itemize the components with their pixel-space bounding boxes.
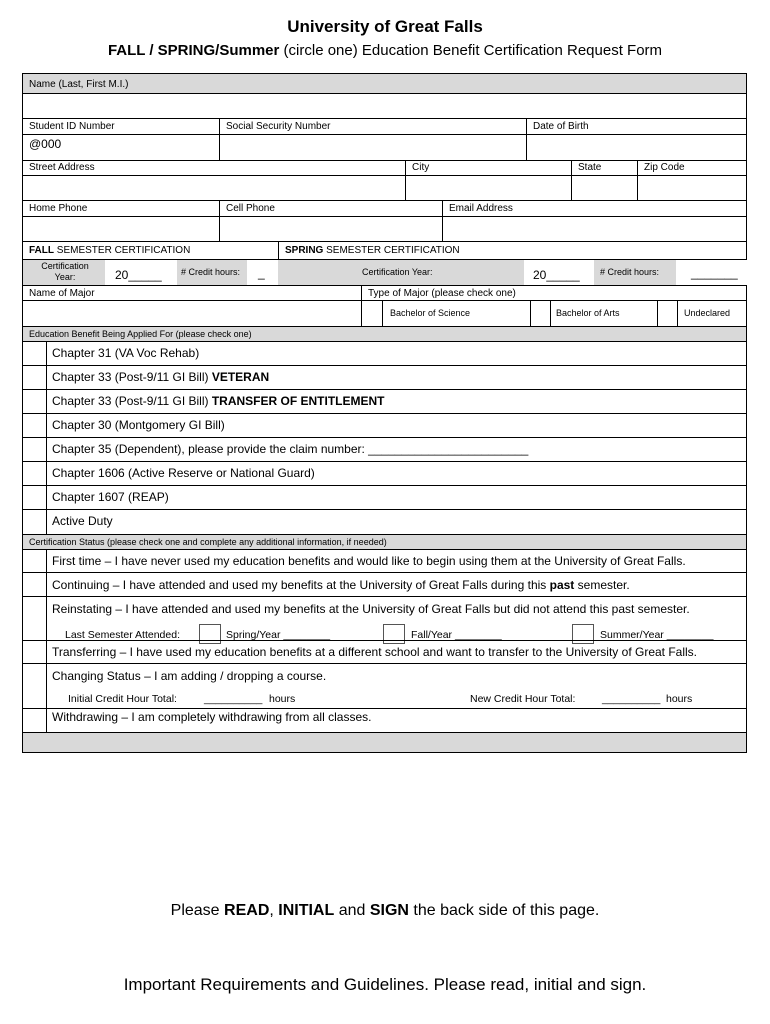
continuing-option: Continuing – I have attended and used my benefits at the University of Great Falls during this past semester. bbox=[52, 578, 630, 592]
ch31-checkbox[interactable] bbox=[23, 342, 46, 365]
zip-field[interactable] bbox=[638, 175, 747, 200]
active-duty-option: Active Duty bbox=[52, 514, 113, 528]
dob-field[interactable] bbox=[527, 134, 747, 160]
home-phone-field[interactable] bbox=[23, 216, 219, 241]
major-type-label: Type of Major (please check one) bbox=[368, 288, 516, 299]
new-hours-unit: hours bbox=[666, 693, 693, 705]
withdrawing-checkbox[interactable] bbox=[23, 709, 46, 732]
ch35-checkbox[interactable] bbox=[23, 438, 46, 461]
ch33-veteran-checkbox[interactable] bbox=[23, 366, 46, 389]
new-credit-label: New Credit Hour Total: bbox=[470, 693, 576, 705]
cell-phone-label: Cell Phone bbox=[226, 203, 275, 214]
first-time-option: First time – I have never used my education benefits and would like to begin using them at the University of Great Falls. bbox=[52, 554, 686, 568]
name-label: Name (Last, First M.I.) bbox=[29, 79, 129, 90]
transferring-checkbox[interactable] bbox=[23, 641, 46, 663]
email-field[interactable] bbox=[443, 216, 747, 241]
ch31-option: Chapter 31 (VA Voc Rehab) bbox=[52, 346, 200, 360]
certification-form bbox=[22, 73, 747, 753]
ch1607-checkbox[interactable] bbox=[23, 486, 46, 509]
active-duty-checkbox[interactable] bbox=[23, 510, 46, 533]
undeclared-option: Undeclared bbox=[684, 308, 731, 318]
form-bottom-bar bbox=[23, 733, 746, 752]
fall-credit-hours-value: _ bbox=[258, 266, 265, 280]
continuing-checkbox[interactable] bbox=[23, 573, 46, 596]
form-title: University of Great Falls bbox=[287, 17, 483, 36]
ch33-transfer-option: Chapter 33 (Post-9/11 GI Bill) TRANSFER OF ENTITLEMENT bbox=[52, 394, 385, 408]
spring-year-checkbox[interactable] bbox=[199, 624, 221, 644]
name-label-bar bbox=[23, 74, 746, 93]
withdrawing-option: Withdrawing – I am completely withdrawing from all classes. bbox=[52, 710, 372, 724]
major-name-field[interactable] bbox=[23, 300, 361, 326]
initial-hours-unit: hours bbox=[269, 693, 296, 705]
fall-year-value: 20_____ bbox=[115, 268, 162, 282]
email-label: Email Address bbox=[449, 203, 513, 214]
undeclared-checkbox[interactable] bbox=[659, 302, 677, 324]
requirements-heading: Important Requirements and Guidelines. Please read, initial and sign. bbox=[123, 975, 647, 994]
spring-year-option: Spring/Year ________ bbox=[226, 629, 331, 641]
ch1606-option: Chapter 1606 (Active Reserve or National Guard) bbox=[52, 466, 315, 480]
changing-status-checkbox[interactable] bbox=[23, 664, 46, 708]
street-field[interactable] bbox=[23, 175, 405, 200]
term-options: FALL / SPRING/Summer bbox=[107, 42, 280, 59]
subtitle-text: (circle one) Education Benefit Certification Request Form bbox=[279, 42, 663, 59]
transferring-option: Transferring – I have used my education benefits at a different school and want to transfer to the University of Great Falls. bbox=[52, 645, 697, 659]
changing-status-option: Changing Status – I am adding / dropping a course. bbox=[52, 669, 327, 683]
last-semester-label: Last Semester Attended: bbox=[65, 629, 180, 641]
reinstating-checkbox[interactable] bbox=[23, 597, 46, 639]
bachelor-arts-checkbox[interactable] bbox=[532, 302, 550, 324]
city-field[interactable] bbox=[406, 175, 571, 200]
student-id-label: Student ID Number bbox=[29, 121, 115, 132]
ch1606-checkbox[interactable] bbox=[23, 462, 46, 485]
spring-year-value: 20_____ bbox=[533, 268, 580, 282]
ssn-label: Social Security Number bbox=[226, 121, 331, 132]
reinstating-option: Reinstating – I have attended and used my benefits at the University of Great Falls but did not attend this past semester. bbox=[52, 602, 690, 616]
status-header: Certification Status (please check one and complete any additional information, if needed) bbox=[29, 537, 387, 547]
ch33-transfer-checkbox[interactable] bbox=[23, 390, 46, 413]
ch1607-option: Chapter 1607 (REAP) bbox=[52, 490, 169, 504]
bachelor-arts-option: Bachelor of Arts bbox=[556, 308, 620, 318]
spring-cert-year-label: Certification Year: bbox=[362, 267, 433, 277]
state-label: State bbox=[578, 162, 602, 173]
ch30-option: Chapter 30 (Montgomery GI Bill) bbox=[52, 418, 225, 432]
ch30-checkbox[interactable] bbox=[23, 414, 46, 437]
bachelor-science-option: Bachelor of Science bbox=[390, 308, 471, 318]
form-subtitle bbox=[0, 42, 770, 59]
spring-credit-hours-label: # Credit hours: bbox=[600, 267, 660, 277]
summer-year-checkbox[interactable] bbox=[572, 624, 594, 644]
state-field[interactable] bbox=[572, 175, 637, 200]
spring-credit-hours-value: _______ bbox=[691, 266, 738, 280]
fall-year-checkbox[interactable] bbox=[383, 624, 405, 644]
street-label: Street Address bbox=[29, 162, 95, 173]
ssn-field[interactable] bbox=[220, 134, 526, 160]
fall-credit-hours-label: # Credit hours: bbox=[181, 267, 241, 277]
student-id-field[interactable]: @000 bbox=[29, 137, 62, 151]
name-field[interactable] bbox=[23, 93, 746, 118]
home-phone-label: Home Phone bbox=[29, 203, 88, 214]
major-name-label: Name of Major bbox=[29, 288, 95, 299]
initial-credit-label: Initial Credit Hour Total: bbox=[68, 693, 177, 705]
city-label: City bbox=[412, 162, 430, 173]
first-time-checkbox[interactable] bbox=[23, 550, 46, 572]
ch35-option: Chapter 35 (Dependent), please provide the claim number: ________________________ bbox=[52, 442, 529, 456]
fall-cert-year-label: Certification Year: bbox=[41, 261, 89, 282]
benefit-header: Education Benefit Being Applied For (please check one) bbox=[29, 329, 252, 339]
fall-year-option: Fall/Year ________ bbox=[411, 629, 502, 641]
zip-label: Zip Code bbox=[644, 162, 685, 173]
bachelor-science-checkbox[interactable] bbox=[363, 302, 381, 324]
new-credit-value[interactable]: __________ bbox=[602, 693, 661, 705]
initial-credit-value[interactable]: __________ bbox=[204, 693, 263, 705]
fall-semester-heading: FALL SEMESTER CERTIFICATION bbox=[29, 245, 191, 256]
spring-semester-heading: SPRING SEMESTER CERTIFICATION bbox=[285, 245, 460, 256]
dob-label: Date of Birth bbox=[533, 121, 589, 132]
read-sign-instruction: Please READ, INITIAL and SIGN the back side of this page. bbox=[170, 902, 600, 919]
ch33-veteran-option: Chapter 33 (Post-9/11 GI Bill) VETERAN bbox=[52, 370, 270, 384]
summer-year-option: Summer/Year ________ bbox=[600, 629, 714, 641]
cell-phone-field[interactable] bbox=[220, 216, 442, 241]
